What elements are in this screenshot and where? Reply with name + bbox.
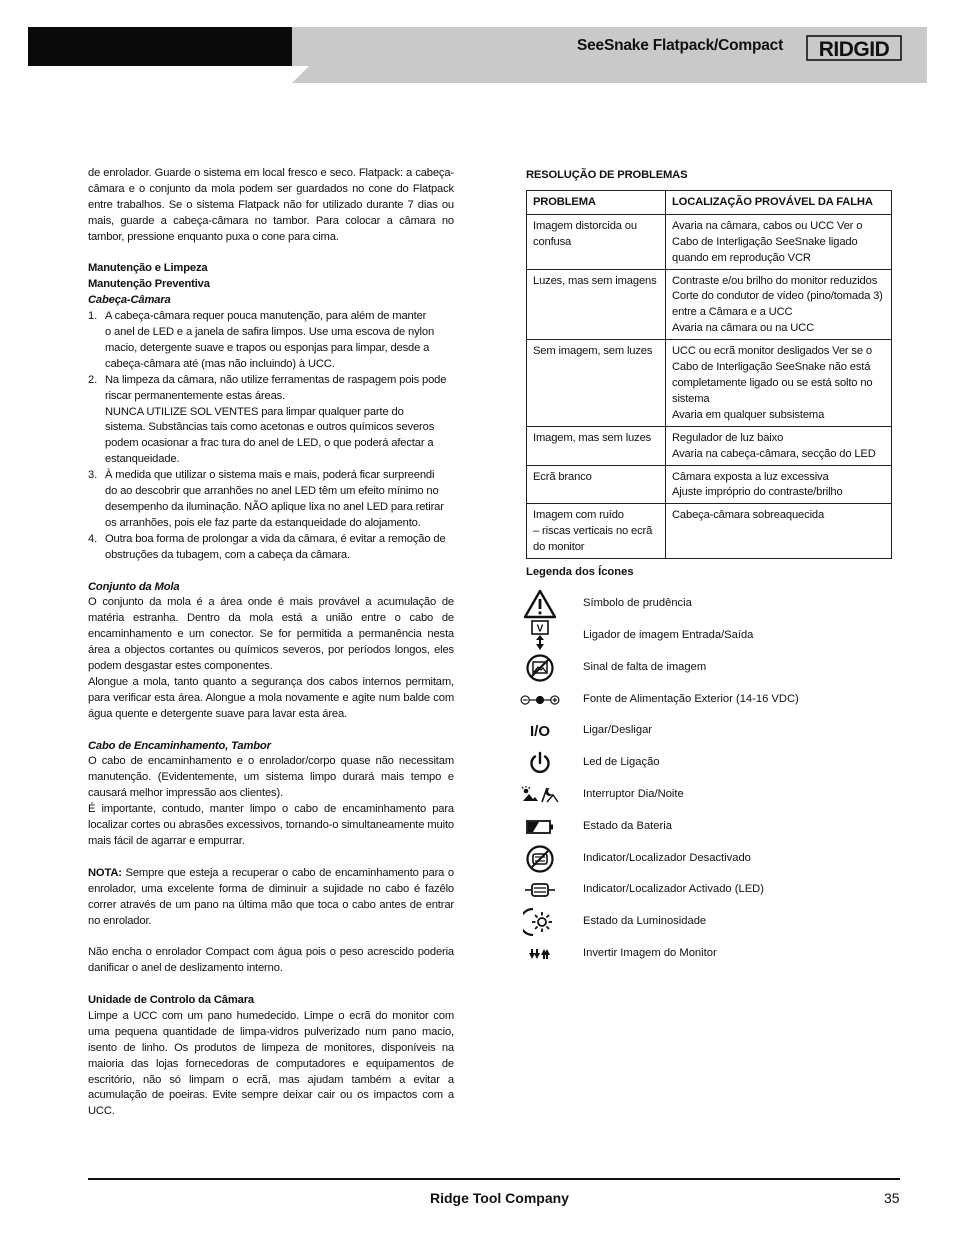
legend-item-label: Indicator/Localizador Activado (LED): [583, 883, 764, 895]
ridgid-logo: [806, 34, 902, 62]
cell-line: confusa: [533, 235, 572, 248]
locator-on-icon: [520, 875, 560, 905]
footer-company: Ridge Tool Company: [430, 1190, 569, 1206]
list-item-line: estanqueidade.: [105, 453, 180, 466]
legend-item-label: Fonte de Alimentação Exterior (14-16 VDC): [583, 693, 799, 705]
legend-title: Legenda dos Ícones: [526, 566, 634, 578]
table-cell-problem: [527, 465, 666, 504]
table-cell-fault: [666, 465, 892, 504]
cell-line: Imagem, mas sem luzes: [533, 431, 652, 444]
header-black-bar: [28, 27, 292, 66]
list-item-line: Na limpeza da câmara, não utilize ferramentas de raspagem pois pode: [105, 373, 447, 386]
header-gray-strip: [292, 66, 927, 83]
cell-line: UCC ou ecrã monitor desligados Ver se o: [672, 345, 872, 358]
table-cell-fault: [666, 340, 892, 427]
right-column: [526, 168, 892, 559]
list-item-line: do ao descobrir que arranhões no anel LED têm um efeito mínimo no: [105, 485, 439, 498]
cell-line: entre a Câmara e a UCC: [672, 306, 793, 319]
cell-line: Luzes, mas sem imagens: [533, 274, 657, 287]
cell-line: do monitor: [533, 541, 585, 554]
video-in-out-icon: [520, 621, 560, 651]
brightness-icon: [520, 907, 560, 937]
list-item: [88, 532, 454, 564]
table-row: [527, 214, 892, 269]
table-cell-problem: [527, 340, 666, 427]
table-cell-problem: [527, 504, 666, 559]
cell-line: Avaria em qualquer subsistema: [672, 408, 825, 421]
warning-icon: [520, 589, 560, 619]
list-item-text: [105, 468, 454, 532]
cell-line: Cabo de Interligação SeeSnake não está: [672, 361, 871, 374]
spring-heading: Conjunto da Mola: [88, 580, 180, 593]
ccu-paragraph: Limpe a UCC com um pano humedecido. Limpe o ecrã do monitor com uma pequena quantidade de limpa-vidros pulverizado num pano macio, isento de linho. Os produtos de limpeza de monitores, disponíveis na maioria das lojas fornecedoras de computadores e equipamentos de escritório, não só limpam o ecrã, mas ajudam também a evitar a acumulação de poeiras. Evite sempre deixar cair ou os impactos com a UCC.: [88, 1009, 454, 1118]
legend-item-label: Invertir Imagem do Monitor: [583, 947, 717, 959]
compact-paragraph: Não encha o enrolador Compact com água pois o peso acrescido poderia danificar o anel de deslizamento interno.: [88, 946, 454, 975]
table-cell-fault: [666, 269, 892, 340]
cell-line: Câmara exposta a luz excessiva: [672, 470, 829, 483]
table-cell-problem: [527, 426, 666, 465]
cell-line: Sem imagem, sem luzes: [533, 345, 653, 358]
cable-heading: Cabo de Encaminhamento, Tambor: [88, 739, 271, 752]
list-item: [88, 309, 454, 373]
on-off-icon: [520, 716, 560, 746]
troubleshooting-table: [526, 190, 892, 559]
list-item-text: [105, 309, 454, 373]
cell-line: quando em reprodução VCR: [672, 251, 811, 264]
list-item-number: 1.: [88, 310, 98, 323]
note-text: Sempre que esteja a recuperar o cabo de encaminhamento para o enrolador, uma excelente forma de diminuir a sujidade no cabo é fazêlo correr através de um pano na última mão que toca o cabo antes de entrar no enrolador.: [88, 866, 454, 927]
camera-head-heading: Cabeça-Câmara: [88, 294, 171, 307]
battery-icon: [520, 812, 560, 842]
table-row: [527, 426, 892, 465]
locator-off-icon: [520, 844, 560, 874]
legend-item: [520, 875, 890, 905]
legend-item: [520, 748, 890, 778]
list-item-line: Outra boa forma de prolongar a vida da câmara, é evitar a remoção de: [105, 532, 446, 545]
legend-item: [520, 780, 890, 810]
page-number: 35: [884, 1190, 900, 1206]
list-item-line: macio, detergente suave e trapos ou esponjas para limpar, desde a: [105, 341, 430, 354]
cell-line: Avaria na câmara ou na UCC: [672, 322, 815, 335]
maintenance-heading: Manutenção e Limpeza: [88, 262, 208, 275]
note-label: NOTA:: [88, 866, 122, 879]
legend-item-label: Sinal de falta de imagem: [583, 661, 707, 673]
table-row: [527, 504, 892, 559]
table-row: [527, 340, 892, 427]
table-cell-problem: [527, 269, 666, 340]
cable-paragraph-2: É importante, contudo, manter limpo o cabo de encaminhamento para localizar cortes ou abrasões excessivos, tornando-o simultaneamente muito mais fácil de agarrar e empurrar.: [88, 803, 454, 848]
legend-item: [520, 653, 890, 683]
legend-item: [520, 589, 890, 619]
table-cell-fault: [666, 504, 892, 559]
legend-item-label: Estado da Bateria: [583, 820, 672, 832]
list-item-line: desempenho da iluminação. NÃO aplique lixa no anel LED para retirar: [105, 501, 444, 514]
list-item-text: [105, 373, 454, 468]
cell-line: Cabeça-câmara sobreaquecida: [672, 509, 825, 522]
legend-item-label: Led de Ligação: [583, 756, 660, 768]
legend-item: [520, 621, 890, 651]
table-cell-fault: [666, 426, 892, 465]
no-image-icon: [520, 653, 560, 683]
legend-item: [520, 844, 890, 874]
cell-line: Cabo de Interligação SeeSnake ligado: [672, 235, 858, 248]
legend-item-label: Ligar/Desligar: [583, 724, 653, 736]
video-icon-letter: V: [536, 623, 544, 635]
legend-item-label: Estado da Luminosidade: [583, 915, 707, 927]
note-paragraph: [88, 866, 454, 930]
cell-line: Ecrã branco: [533, 470, 592, 483]
table-header-row: [527, 190, 892, 214]
list-item-line: riscar permanentemente estas áreas.: [105, 389, 286, 402]
column-header-fault: LOCALIZAÇÃO PROVÁVEL DA FALHA: [666, 190, 892, 214]
list-item-number: 3.: [88, 469, 98, 482]
legend-item: [520, 716, 890, 746]
list-item-line: podem ocasionar a frac tura do anel de LED, o que poderá afectar a: [105, 437, 434, 450]
ccu-heading: Unidade de Controlo da Câmara: [88, 994, 254, 1007]
table-cell-problem: [527, 214, 666, 269]
table-row: [527, 269, 892, 340]
list-item-text: [105, 532, 454, 564]
table-row: [527, 465, 892, 504]
flip-image-icon: [520, 939, 560, 969]
legend-item-label: Indicator/Localizador Desactivado: [583, 852, 751, 864]
legend-item-label: Interruptor Dia/Noite: [583, 788, 684, 800]
legend-item: [520, 907, 890, 937]
list-item-line: sistema. Substâncias tais como acetonas e outros químicos severos: [105, 421, 435, 434]
cell-line: Avaria na câmara, cabos ou UCC Ver o: [672, 219, 863, 232]
legend-item: [520, 812, 890, 842]
list-item-number: 4.: [88, 532, 98, 545]
list-item-line: os arranhões, pois ele faz parte da estanqueidade do alojamento.: [105, 516, 421, 529]
troubleshooting-title: RESOLUÇÃO DE PROBLEMAS: [526, 169, 688, 181]
preventive-heading: Manutenção Preventiva: [88, 278, 210, 291]
ridgid-logo-text: RIDGID: [818, 38, 890, 61]
cell-line: Contraste e/ou brilho do monitor reduzidos: [672, 274, 878, 287]
care-list: [88, 309, 454, 564]
list-item-line: cabeça-câmara até (mas não incluindo) à UCC.: [105, 357, 335, 370]
cell-line: Avaria na cabeça-câmara, secção do LED: [672, 447, 876, 460]
cell-line: Corte do condutor de vídeo (pino/tomada 3): [672, 290, 883, 303]
cell-line: – riscas verticais no ecrã: [533, 525, 653, 538]
cell-line: Regulador de luz baixo: [672, 431, 784, 444]
header-title: SeeSnake Flatpack/Compact: [577, 37, 784, 54]
cell-line: Imagem distorcida ou: [533, 219, 637, 232]
power-led-icon: [520, 748, 560, 778]
table-cell-fault: [666, 214, 892, 269]
header-strip-bevel: [292, 66, 309, 83]
list-item-number: 2.: [88, 373, 98, 386]
external-power-icon: [520, 685, 560, 715]
day-night-icon: [520, 780, 560, 810]
list-item-line: NUNCA UTILIZE SOL VENTES para limpar qualquer parte do: [105, 405, 404, 418]
on-off-icon-text: I/O: [529, 723, 551, 740]
legend-item: [520, 685, 890, 715]
left-column: [88, 166, 454, 1120]
cell-line: Ajuste impróprio do contraste/brilho: [672, 486, 843, 499]
cable-paragraph-1: O cabo de encaminhamento e o enrolador/corpo quase não necessitam manutenção. (Evidentemente, um sistema limpo durará mais tempo e causará melhor impressão aos clientes).: [88, 755, 454, 800]
legend-item-label: Ligador de imagem Entrada/Saída: [583, 629, 754, 641]
list-item-line: À medida que utilizar o sistema mais e mais, poderá ficar surpreendi: [105, 469, 435, 482]
cell-line: Imagem com ruído: [533, 509, 624, 522]
column-header-problem: PROBLEMA: [527, 190, 666, 214]
spring-paragraph-2: Alongue a mola, tanto quanto a segurança dos cabos internos permitam, para verificar esta área. Alongue a mola novamente e agite num balde com água quente e detergente suave para lavar esta área.: [88, 675, 454, 720]
list-item-line: o anel de LED e a janela de safira limpos. Use uma escova de nylon: [105, 326, 435, 339]
list-item: [88, 468, 454, 532]
spring-paragraph-1: O conjunto da mola é a área onde é mais provável a acumulação de matéria estranha. Dentro da mola está a união entre o cabo de encaminhamento e um conector. Se for permitida a permanência nesta área a objectos cortantes ou químicos severos, por períodos longos, eles podem desgastar estes componentes.: [88, 596, 454, 673]
footer-rule: [88, 1178, 900, 1180]
list-item: [88, 373, 454, 468]
legend-item: [520, 939, 890, 969]
list-item-line: A cabeça-câmara requer pouca manutenção, para além de manter: [105, 310, 427, 323]
cell-line: sistema: [672, 392, 710, 405]
intro-paragraph: de enrolador. Guarde o sistema em local fresco e seco. Flatpack: a cabeça-câmara e o conjunto da mola podem ser guardados no cone do Flatpack entre trabalhos. Se o sistema Flatpack não for utilizado durante 7 dias ou mais, guarde a cabeça-câmara no tambor. Para colocar a câmara no tambor, pressione enquanto puxa o cone para cima.: [88, 167, 454, 243]
cell-line: completamente ligado ou se está solto no: [672, 376, 873, 389]
list-item-line: obstruções da tubagem, com a cabeça da câmara.: [105, 548, 350, 561]
legend-item-label: Símbolo de prudência: [583, 597, 692, 609]
